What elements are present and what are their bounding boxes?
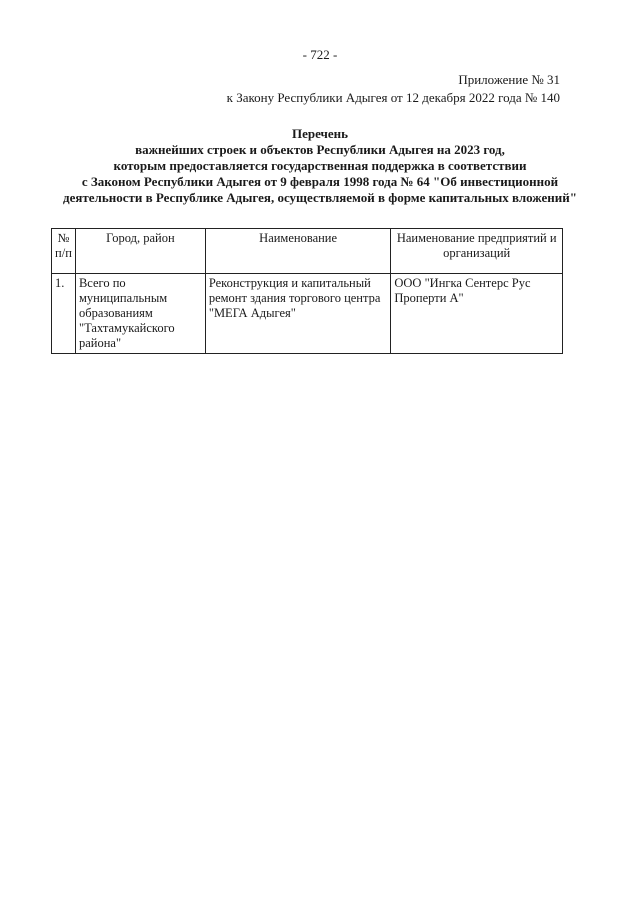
title-line-1: Перечень (291, 126, 349, 141)
appendix-reference (227, 71, 560, 107)
header-city: Город, район (75, 229, 205, 274)
header-organization: Наименование предприятий и организаций (391, 229, 563, 274)
title-line-5: деятельности в Республике Адыгея, осуществляемой в форме капитальных вложений" (63, 190, 577, 205)
appendix-number: Приложение № 31 (458, 72, 560, 87)
cell-number: 1. (52, 274, 76, 354)
table-header-row (52, 229, 563, 274)
page-number: - 722 - (302, 47, 338, 62)
title-line-2: важнейших строек и объектов Республики Адыгея на 2023 год, (135, 142, 505, 157)
title-line-4: с Законом Республики Адыгея от 9 февраля 1998 года № 64 "Об инвестиционной (81, 174, 559, 189)
header-name: Наименование (205, 229, 391, 274)
table-row (52, 274, 563, 354)
objects-table (51, 228, 563, 354)
cell-organization: ООО "Ингка Сентерс Рус Проперти А" (391, 274, 563, 354)
cell-name: Реконструкция и капитальный ремонт здания торгового центра "МЕГА Адыгея" (205, 274, 391, 354)
title-line-3: которым предоставляется государственная поддержка в соответствии (113, 158, 527, 173)
appendix-law-reference: к Закону Республики Адыгея от 12 декабря 2022 года № 140 (226, 90, 560, 105)
header-number: № п/п (52, 229, 76, 274)
document-title (40, 126, 600, 206)
cell-city: Всего по муниципальным образованиям "Тахтамукайского района" (75, 274, 205, 354)
